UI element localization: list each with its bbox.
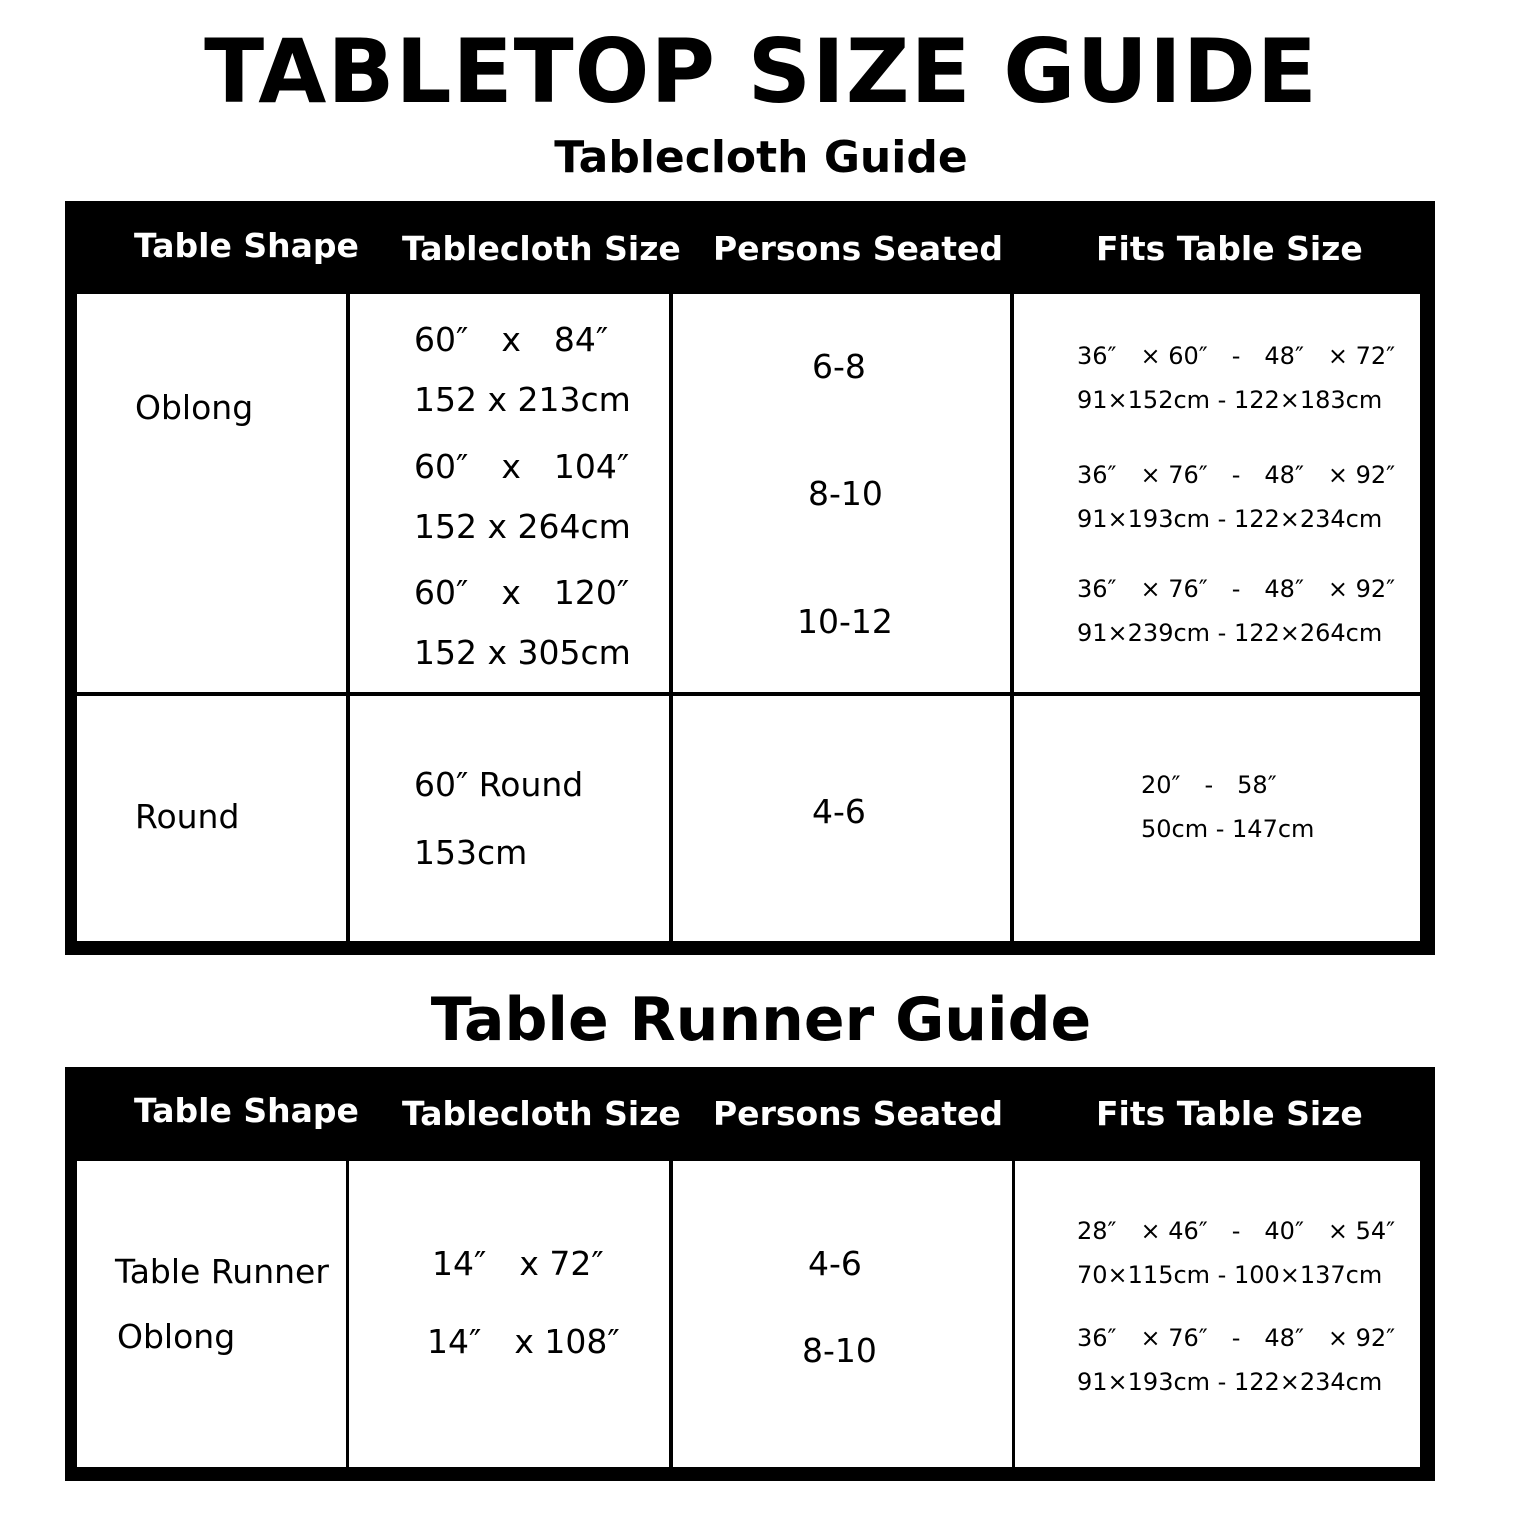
shape-table-runner: Table Runner	[115, 1252, 329, 1291]
cell-runner-seated	[673, 1161, 1012, 1467]
header-tablecloth-size: Tablecloth Size	[402, 1094, 681, 1133]
fits-size-in: 36″ × 60″ - 48″ × 72″	[1077, 342, 1396, 370]
size-in: 14″ x 72″	[432, 1244, 604, 1283]
persons-seated: 10-12	[797, 602, 893, 641]
fits-size-cm: 91×239cm - 122×264cm	[1077, 619, 1383, 647]
header-table-shape: Table Shape	[134, 226, 359, 265]
size-in: 60″ x 84″	[414, 320, 609, 359]
size-cm: 152 x 213cm	[414, 380, 631, 419]
persons-seated: 6-8	[812, 347, 866, 386]
page-title: TABLETOP SIZE GUIDE	[204, 20, 1318, 123]
persons-seated: 8-10	[808, 474, 883, 513]
size-in: 60″ Round	[414, 765, 584, 804]
cell-runner-shape	[77, 1161, 346, 1467]
size-cm: 153cm	[414, 833, 528, 872]
fits-size-cm: 91×193cm - 122×234cm	[1077, 505, 1383, 533]
persons-seated: 4-6	[812, 792, 866, 831]
cell-round-size	[350, 696, 669, 941]
size-in: 60″ x 120″	[414, 573, 630, 612]
fits-size-cm: 50cm - 147cm	[1141, 815, 1315, 843]
header-tablecloth-size: Tablecloth Size	[402, 229, 681, 268]
cell-oblong-shape	[77, 294, 346, 692]
cell-runner-size	[349, 1161, 669, 1467]
header-persons-seated: Persons Seated	[713, 229, 1003, 268]
table-runner-guide-heading: Table Runner Guide	[430, 985, 1092, 1055]
cell-runner-fits	[1015, 1161, 1420, 1467]
persons-seated: 8-10	[802, 1331, 877, 1370]
fits-size-cm: 70×115cm - 100×137cm	[1077, 1261, 1383, 1289]
size-cm: 152 x 264cm	[414, 507, 631, 546]
fits-size-cm: 91×152cm - 122×183cm	[1077, 386, 1383, 414]
shape-round: Round	[135, 797, 240, 836]
fits-size-in: 36″ × 76″ - 48″ × 92″	[1077, 461, 1396, 489]
fits-size-cm: 91×193cm - 122×234cm	[1077, 1368, 1383, 1396]
tablecloth-guide-heading: Tablecloth Guide	[554, 132, 968, 183]
size-in: 14″ x 108″	[427, 1322, 620, 1361]
shape-oblong: Oblong	[135, 388, 254, 427]
header-fits-table-size: Fits Table Size	[1096, 229, 1363, 268]
fits-size-in: 36″ × 76″ - 48″ × 92″	[1077, 1324, 1396, 1352]
shape-oblong: Oblong	[117, 1317, 236, 1356]
fits-size-in: 28″ × 46″ - 40″ × 54″	[1077, 1217, 1396, 1245]
fits-size-in: 36″ × 76″ - 48″ × 92″	[1077, 575, 1396, 603]
header-fits-table-size: Fits Table Size	[1096, 1094, 1363, 1133]
size-in: 60″ x 104″	[414, 447, 630, 486]
header-table-shape: Table Shape	[134, 1091, 359, 1130]
persons-seated: 4-6	[808, 1244, 862, 1283]
fits-size-in: 20″ - 58″	[1141, 771, 1277, 799]
header-persons-seated: Persons Seated	[713, 1094, 1003, 1133]
size-cm: 152 x 305cm	[414, 633, 631, 672]
